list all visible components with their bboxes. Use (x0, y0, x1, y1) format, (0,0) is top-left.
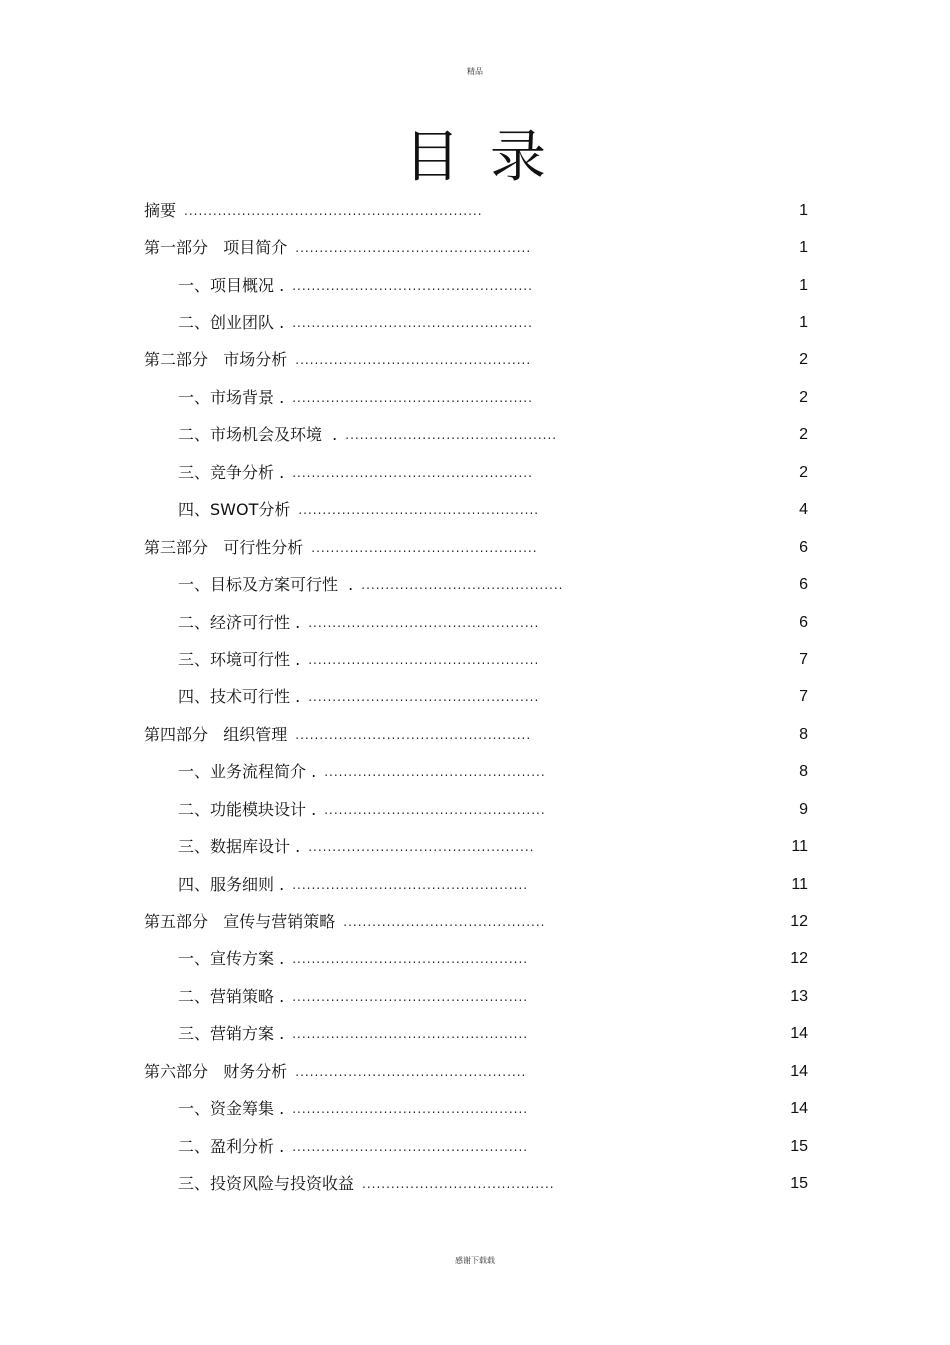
toc-entry-label: 二、创业团队 . (178, 313, 285, 333)
toc-page-number: 11 (791, 875, 808, 893)
toc-page-number: 2 (799, 351, 808, 369)
toc-page-number: 4 (799, 501, 808, 519)
toc-leader-dots: ................................................. (292, 952, 529, 967)
toc-leader-dots: .................................................. (292, 390, 533, 405)
toc-entry[interactable] (144, 828, 808, 865)
toc-entry-label: 一、市场背景 . (178, 387, 285, 407)
toc-entry-label: 摘要 (144, 200, 177, 220)
toc-leader-dots: ............................................ (345, 428, 558, 443)
toc-leader-dots: ............................................... (308, 840, 535, 855)
toc-leader-dots: ................................................. (295, 241, 532, 256)
toc-entry[interactable] (144, 192, 808, 229)
toc-entry[interactable] (144, 941, 808, 978)
toc-entry[interactable] (144, 1165, 808, 1202)
toc-leader-dots: ................................................ (295, 1064, 527, 1079)
toc-entry-label: 一、资金筹集 . (178, 1099, 285, 1119)
toc-entry[interactable] (144, 716, 808, 753)
toc-entry-label: 一、业务流程简介 . (178, 762, 317, 782)
toc-entry[interactable] (144, 267, 808, 304)
toc-entry[interactable] (144, 1053, 808, 1090)
toc-entry-label: 三、数据库设计 . (178, 837, 301, 857)
toc-leader-dots: ................................................. (292, 1027, 529, 1042)
toc-entry[interactable] (144, 641, 808, 678)
toc-leader-dots: .................................................. (292, 316, 533, 331)
toc-page-number: 7 (799, 688, 808, 706)
toc-page-number: 8 (799, 763, 808, 781)
toc-entry[interactable] (144, 417, 808, 454)
toc-entry-label: 第一部分 项目简介 (144, 238, 288, 258)
toc-page-number: 1 (799, 276, 808, 294)
toc-entry-label: 二、市场机会及环境 . (178, 425, 338, 445)
footer-watermark: 感谢下载载 (455, 1256, 495, 1265)
toc-page-number: 13 (790, 987, 808, 1005)
page-title: 目录 (404, 125, 576, 190)
toc-leader-dots: ................................................. (295, 727, 532, 742)
toc-page-number: 11 (791, 838, 808, 856)
toc-entry-label: 第三部分 可行性分析 (144, 537, 304, 557)
toc-leader-dots: ................................................. (292, 989, 529, 1004)
toc-entry-label: 二、营销策略 . (178, 986, 285, 1006)
toc-leader-dots: .............................................. (324, 802, 546, 817)
toc-entry[interactable] (144, 1016, 808, 1053)
toc-leader-dots: .............................................................. (184, 203, 483, 218)
toc-page-number: 9 (799, 800, 808, 818)
toc-entry-label: 三、投资风险与投资收益 (178, 1174, 355, 1194)
toc-leader-dots: ................................................ (308, 615, 540, 630)
toc-entry-label: 第五部分 宣传与营销策略 (144, 912, 336, 932)
toc-entry[interactable] (144, 454, 808, 491)
toc-leader-dots: ................................................. (292, 1102, 529, 1117)
toc-entry-label: 二、经济可行性 . (178, 612, 301, 632)
toc-entry[interactable] (144, 866, 808, 903)
toc-entry[interactable] (144, 903, 808, 940)
toc-page-number: 2 (799, 426, 808, 444)
toc-entry[interactable] (144, 679, 808, 716)
toc-entry-label: 三、营销方案 . (178, 1024, 285, 1044)
toc-entry-label: 二、功能模块设计 . (178, 799, 317, 819)
toc-page-number: 1 (799, 201, 808, 219)
toc-leader-dots: ................................................ (308, 652, 540, 667)
toc-entry-label: 第六部分 财务分析 (144, 1061, 288, 1081)
toc-leader-dots: .................................................. (292, 278, 533, 293)
toc-leader-dots: ................................................. (295, 353, 532, 368)
header-watermark: 精品 (467, 67, 483, 76)
toc-leader-dots: .......................................... (361, 578, 564, 593)
toc-entry-label: 一、项目概况 . (178, 275, 285, 295)
toc-page-number: 14 (790, 1062, 808, 1080)
toc-page-number: 7 (799, 650, 808, 668)
toc-page-number: 1 (799, 314, 808, 332)
toc-leader-dots: ................................................. (292, 877, 529, 892)
toc-page-number: 15 (790, 1175, 808, 1193)
toc-entry-label: 四、SWOT分析 (178, 500, 291, 520)
toc-leader-dots: .......................................... (343, 915, 546, 930)
toc-entry[interactable] (144, 529, 808, 566)
toc-leader-dots: .............................................. (324, 765, 546, 780)
toc-entry-label: 四、技术可行性 . (178, 687, 301, 707)
toc-entry[interactable] (144, 604, 808, 641)
toc-leader-dots: ............................................... (311, 540, 538, 555)
toc-entry-label: 三、环境可行性 . (178, 649, 301, 669)
toc-entry[interactable] (144, 566, 808, 603)
toc-entry-label: 一、目标及方案可行性 . (178, 575, 354, 595)
toc-page-number: 12 (790, 913, 808, 931)
toc-page-number: 2 (799, 388, 808, 406)
table-of-contents (144, 192, 808, 1203)
toc-entry-label: 第四部分 组织管理 (144, 724, 288, 744)
toc-entry[interactable] (144, 379, 808, 416)
toc-entry[interactable] (144, 229, 808, 266)
toc-page-number: 6 (799, 576, 808, 594)
toc-entry-label: 三、竞争分析 . (178, 462, 285, 482)
toc-entry[interactable] (144, 342, 808, 379)
toc-leader-dots: ................................................ (308, 690, 540, 705)
toc-entry[interactable] (144, 492, 808, 529)
toc-page-number: 14 (790, 1100, 808, 1118)
toc-leader-dots: .................................................. (298, 503, 540, 518)
toc-page-number: 6 (799, 538, 808, 556)
toc-leader-dots: ................................................. (292, 1139, 529, 1154)
toc-entry-label: 第二部分 市场分析 (144, 350, 288, 370)
toc-entry-label: 一、宣传方案 . (178, 949, 285, 969)
toc-entry[interactable] (144, 1091, 808, 1128)
toc-leader-dots: ........................................ (362, 1177, 555, 1192)
toc-page-number: 12 (790, 950, 808, 968)
toc-page-number: 15 (790, 1137, 808, 1155)
toc-entry-label: 四、服务细则 . (178, 874, 285, 894)
toc-page-number: 6 (799, 613, 808, 631)
toc-entry[interactable] (144, 304, 808, 341)
toc-entry[interactable] (144, 754, 808, 791)
toc-page-number: 2 (799, 463, 808, 481)
toc-page-number: 1 (799, 239, 808, 257)
toc-leader-dots: .................................................. (292, 465, 533, 480)
toc-entry[interactable] (144, 978, 808, 1015)
toc-entry-label: 二、盈利分析 . (178, 1136, 285, 1156)
toc-entry[interactable] (144, 1128, 808, 1165)
toc-entry[interactable] (144, 791, 808, 828)
toc-page-number: 8 (799, 725, 808, 743)
toc-page-number: 14 (790, 1025, 808, 1043)
